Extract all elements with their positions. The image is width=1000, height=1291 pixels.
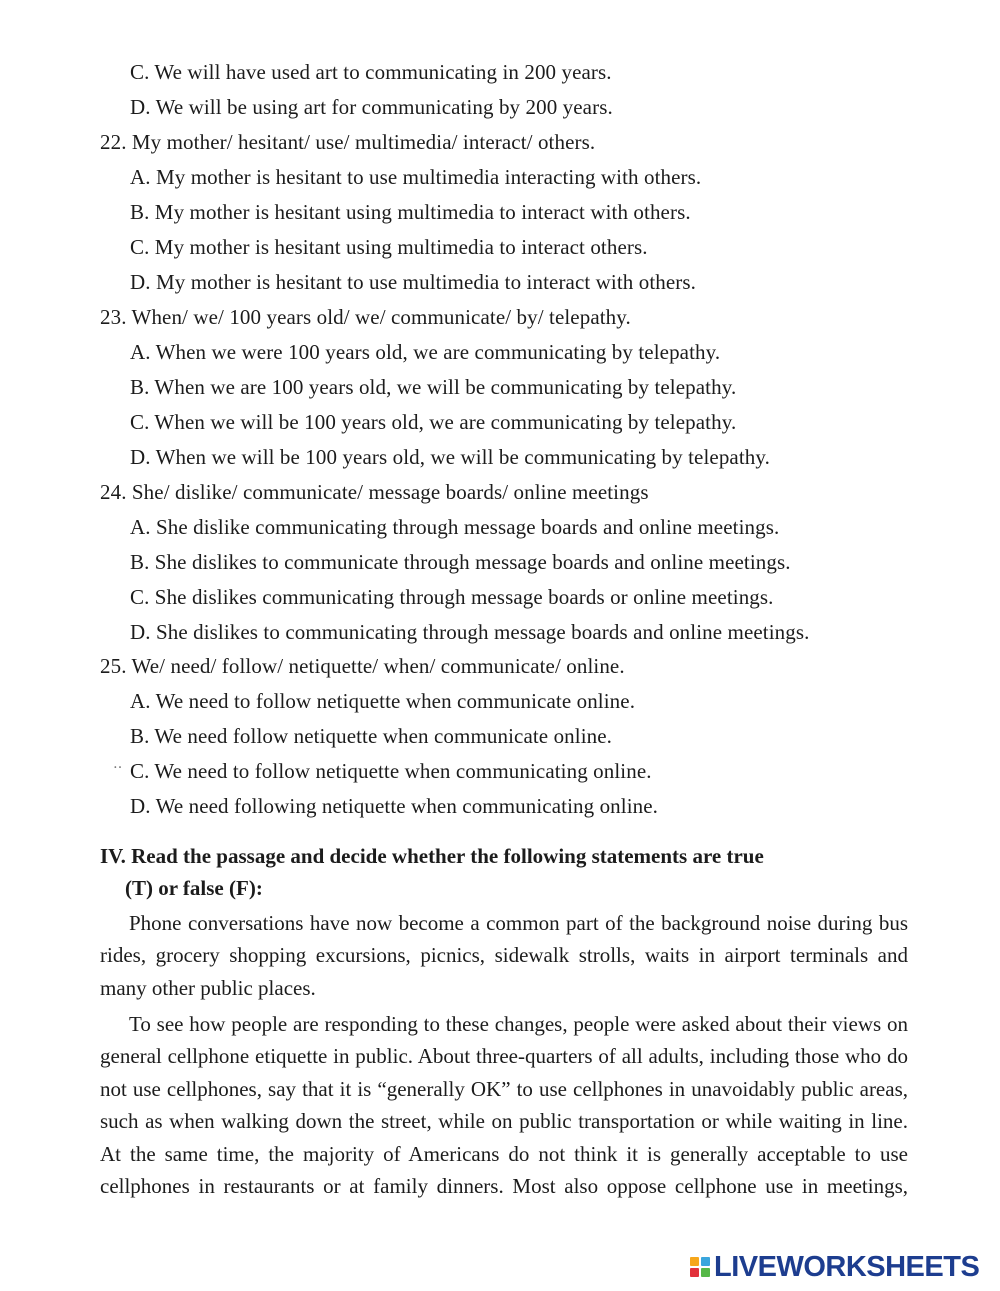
option-22a: A. My mother is hesitant to use multimedia interacting with others. <box>130 165 702 189</box>
option-25a: A. We need to follow netiquette when communicate online. <box>130 689 636 713</box>
passage-paragraph-2: To see how people are responding to these changes, people were asked about their views on general cellphone etiquette in public. About three-quarters of all adults, including those who do not use cellphones, say that it is “generally OK” to use cellphones in unavoidably public areas, such as when walking down the street, while on public transportation or while waiting in line. At the same time, the majority of Americans do not think it is generally acceptable to use cellphones in restaurants or at family dinners. Most also oppose cellphone use in meetings, <box>100 1012 908 1199</box>
question-23-prompt: 23. When/ we/ 100 years old/ we/ communicate/ by/ telepathy. <box>100 305 631 329</box>
section-4-heading-line1: IV. Read the passage and decide whether the following statements are true <box>100 844 764 868</box>
option-22d: D. My mother is hesitant to use multimedia to interact with others. <box>130 270 697 294</box>
logo-grid-icon <box>690 1257 710 1277</box>
option-23d: D. When we will be 100 years old, we will be communicating by telepathy. <box>130 445 770 469</box>
section-4-heading <box>100 840 908 904</box>
option-23a: A. When we were 100 years old, we are communicating by telepathy. <box>130 340 721 364</box>
question-24-prompt: 24. She/ dislike/ communicate/ message boards/ online meetings <box>100 480 649 504</box>
scan-mark: ‥ <box>113 757 123 772</box>
option-25d: D. We need following netiquette when communicating online. <box>130 794 659 818</box>
option-23b: B. When we are 100 years old, we will be communicating by telepathy. <box>130 375 737 399</box>
liveworksheets-logo <box>690 1251 979 1283</box>
passage-paragraph-1: Phone conversations have now become a common part of the background noise during bus rides, grocery shopping excursions, picnics, sidewalk strolls, waits in airport terminals and many other public places. <box>100 911 908 1000</box>
option-25b: B. We need follow netiquette when communicate online. <box>130 724 613 748</box>
logo-wordmark: LIVEWORKSHEETS <box>714 1251 980 1283</box>
option-24a: A. She dislike communicating through message boards and online meetings. <box>130 515 780 539</box>
option-21c: C. We will have used art to communicating in 200 years. <box>130 60 612 84</box>
option-24d: D. She dislikes to communicating through message boards and online meetings. <box>130 620 810 644</box>
section-4-heading-line2: (T) or false (F): <box>125 876 263 900</box>
option-24c: C. She dislikes communicating through message boards or online meetings. <box>130 585 774 609</box>
option-25c: C. We need to follow netiquette when communicating online. <box>130 759 652 783</box>
option-23c: C. When we will be 100 years old, we are communicating by telepathy. <box>130 410 737 434</box>
question-22-prompt: 22. My mother/ hesitant/ use/ multimedia/ interact/ others. <box>100 130 596 154</box>
option-24b: B. She dislikes to communicate through message boards and online meetings. <box>130 550 791 574</box>
option-22c: C. My mother is hesitant using multimedia to interact others. <box>130 235 648 259</box>
question-25-prompt: 25. We/ need/ follow/ netiquette/ when/ communicate/ online. <box>100 654 625 678</box>
option-22b: B. My mother is hesitant using multimedia to interact with others. <box>130 200 691 224</box>
option-21d: D. We will be using art for communicating by 200 years. <box>130 95 613 119</box>
